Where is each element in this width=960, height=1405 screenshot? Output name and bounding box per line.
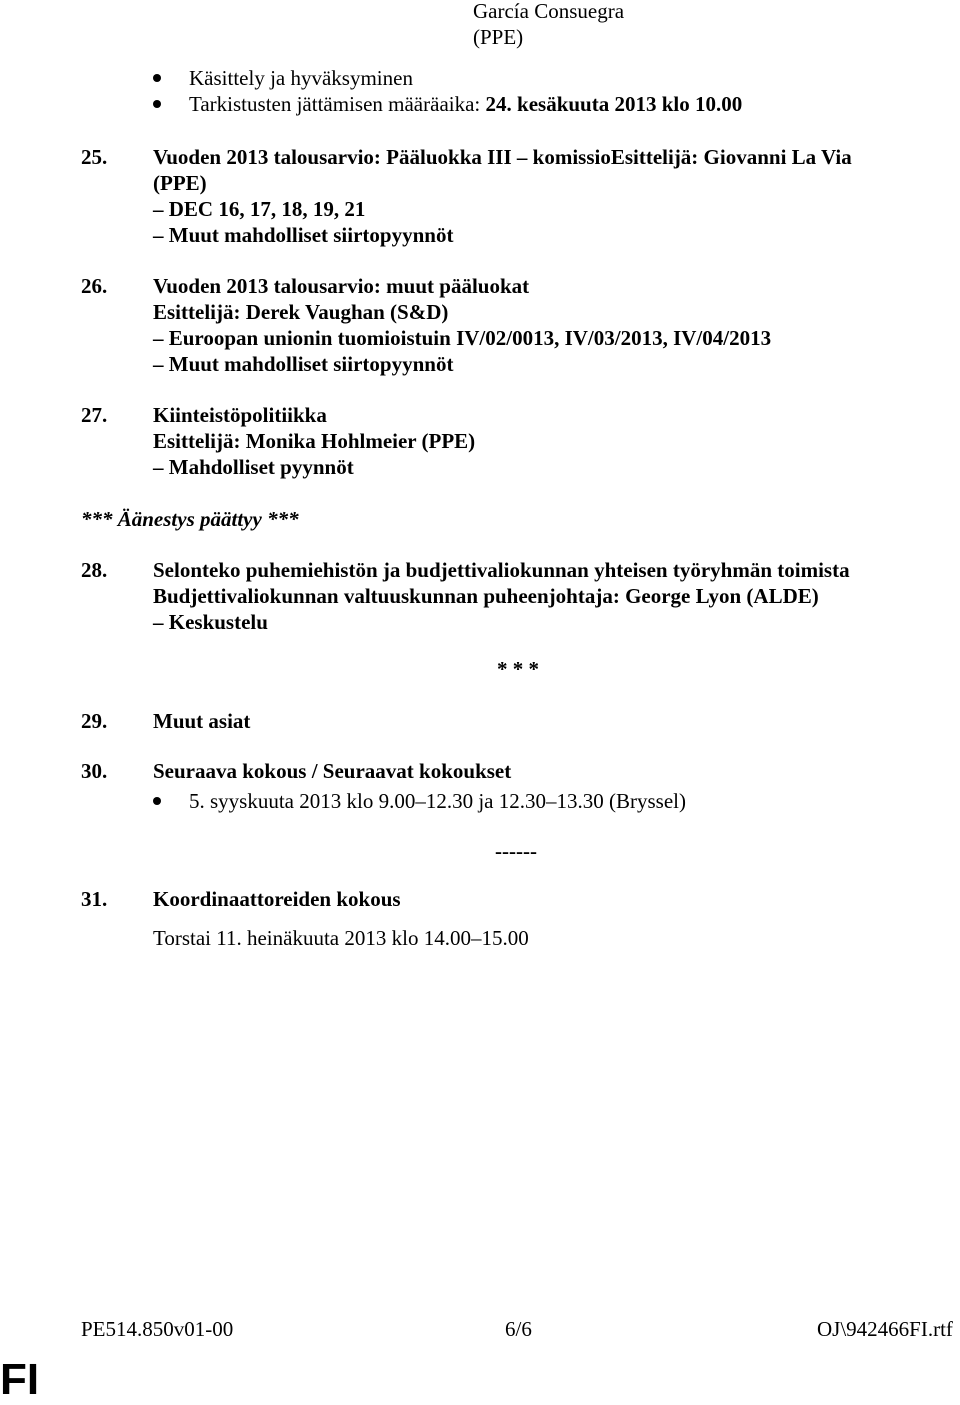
footer-file-name: OJ\942466FI.rtf: [817, 1317, 953, 1341]
item-number: 30.: [81, 759, 108, 783]
item-rapporteur: Budjettivaliokunnan valtuuskunnan puheenjohtaja: George Lyon (ALDE): [153, 584, 819, 608]
bullet-dot: [153, 797, 161, 805]
item-rapporteur: Esittelijä: Monika Hohlmeier (PPE): [153, 429, 476, 453]
item-number: 29.: [81, 709, 108, 733]
item-title: Selonteko puhemiehistön ja budjettivaliokunnan yhteisen työryhmän toimista: [153, 558, 850, 582]
language-code: FI: [0, 1355, 40, 1404]
footer-page-number: 6/6: [505, 1317, 532, 1341]
item-title: Kiinteistöpolitiikka: [153, 403, 327, 427]
item-title: Seuraava kokous / Seuraavat kokoukset: [153, 759, 512, 783]
subitem: – Keskustelu: [153, 610, 268, 634]
item-rapporteur: Esittelijä: Derek Vaughan (S&D): [153, 300, 449, 324]
item-detail: Torstai 11. heinäkuuta 2013 klo 14.00–15.00: [153, 926, 529, 950]
subitem: – Muut mahdolliset siirtopyynnöt: [153, 352, 454, 376]
item-title: Vuoden 2013 talousarvio: muut pääluokat: [153, 274, 530, 298]
bullet-dot: [153, 100, 161, 108]
item-number: 25.: [81, 145, 108, 169]
subitem: – Muut mahdolliset siirtopyynnöt: [153, 223, 454, 247]
header-group: (PPE): [473, 25, 524, 49]
header-name: García Consuegra: [473, 0, 625, 23]
vote-end-marker: *** Äänestys päättyy ***: [81, 507, 299, 531]
item-title: Vuoden 2013 talousarvio: Pääluokka III – komissioEsittelijä: Giovanni La Via: [153, 145, 852, 169]
bullet-dot: [153, 74, 161, 82]
item-title: Koordinaattoreiden kokous: [153, 887, 401, 911]
item-number: 27.: [81, 403, 108, 427]
item-title-cont: (PPE): [153, 171, 207, 195]
footer-doc-ref: PE514.850v01-00: [81, 1317, 234, 1341]
bullet-item: Käsittely ja hyväksyminen: [189, 66, 413, 90]
separator-stars: * * *: [497, 657, 539, 681]
item-number: 31.: [81, 887, 108, 911]
item-title: Muut asiat: [153, 709, 251, 733]
bullet-item-deadline: [189, 91, 742, 117]
item-number: 28.: [81, 558, 108, 582]
deadline-date: 24. kesäkuuta 2013 klo 10.00: [485, 92, 743, 116]
subitem: – Euroopan unionin tuomioistuin IV/02/0013, IV/03/2013, IV/04/2013: [153, 326, 772, 350]
deadline-label: Tarkistusten jättämisen määräaika:: [189, 92, 486, 116]
item-number: 26.: [81, 274, 108, 298]
subitem: – DEC 16, 17, 18, 19, 21: [153, 197, 366, 221]
subitem: – Mahdolliset pyynnöt: [153, 455, 354, 479]
next-meeting-date: 5. syyskuuta 2013 klo 9.00–12.30 ja 12.30–13.30 (Bryssel): [189, 789, 686, 813]
separator-dashes: ------: [495, 839, 537, 863]
